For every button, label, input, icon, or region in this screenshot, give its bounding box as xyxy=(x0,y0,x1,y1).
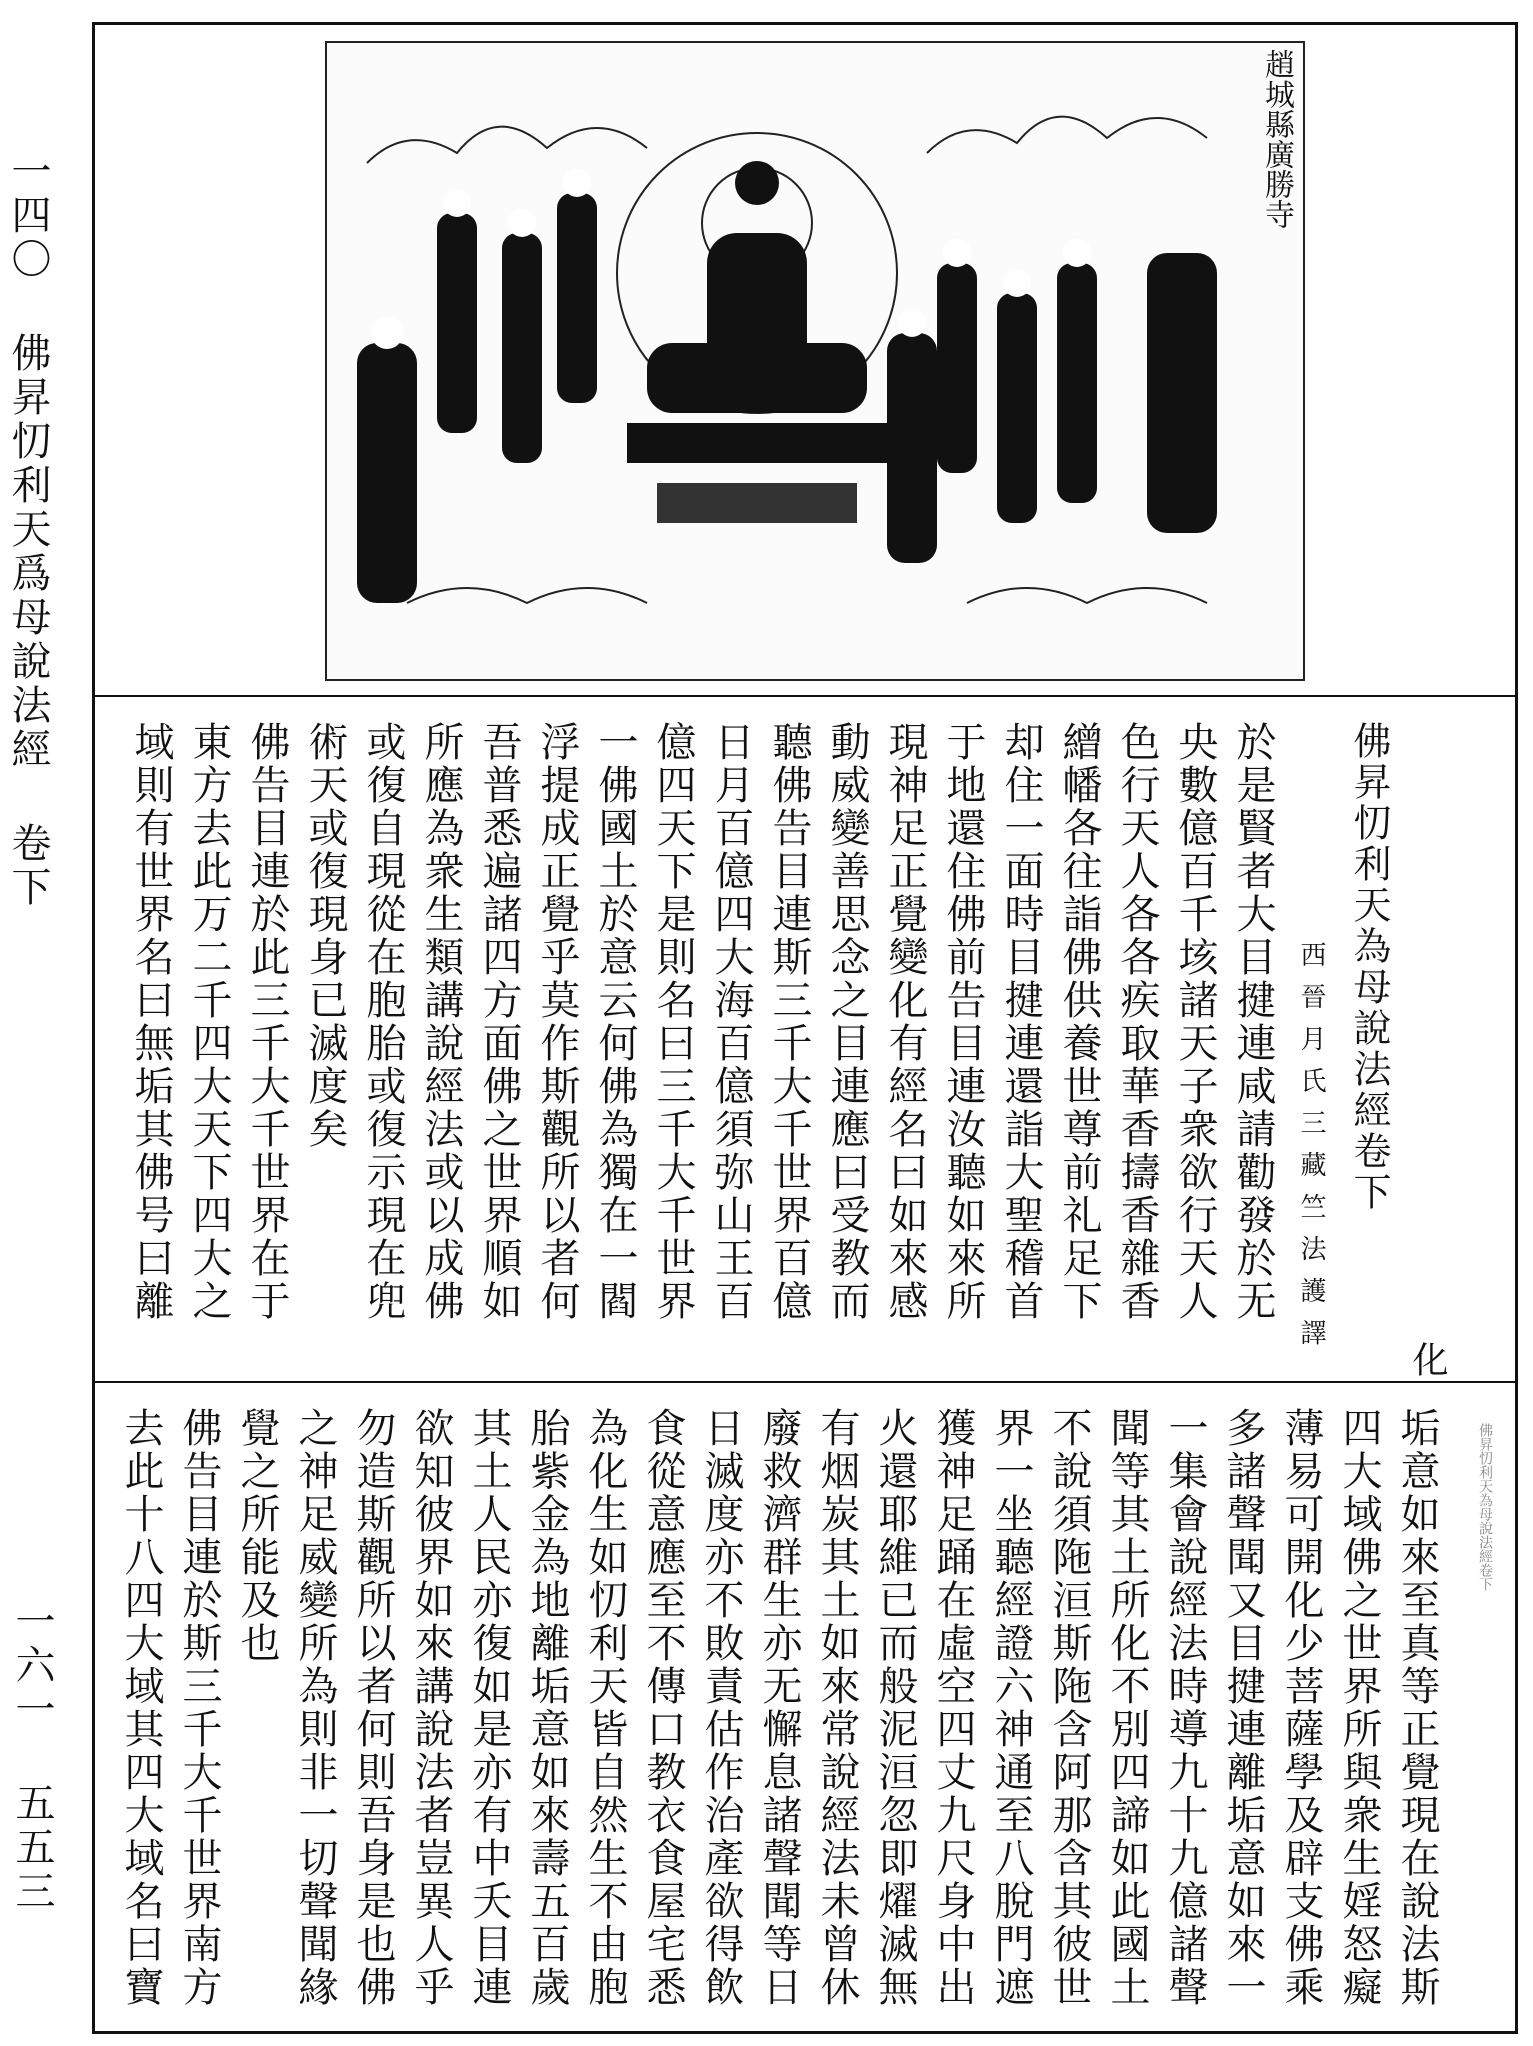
text-column: 聞等其土所化不別四諦如此國土 xyxy=(1104,1407,1150,2009)
text-column: 聽佛告目連斯三千大千世界百億 xyxy=(766,721,812,1323)
text-panel-1 xyxy=(95,697,1515,1383)
text-column: 食從意應至不傳口教衣食屋宅悉 xyxy=(640,1407,686,2009)
text-column: 浮提成正覺乎莫作斯觀所以者何 xyxy=(534,721,580,1323)
text-column: 一佛國土於意云何佛為獨在一閻 xyxy=(592,721,638,1323)
buddha-illustration xyxy=(325,41,1305,681)
text-column: 於是賢者大目揵連咸請勸發於无 xyxy=(1230,721,1276,1323)
text-column: 却住一面時目揵連還詣大聖稽首 xyxy=(998,721,1044,1323)
text-column: 垢意如來至真等正覺現在說法斯 xyxy=(1394,1407,1440,2009)
text-column: 四大域佛之世界所與衆生婬怒癡 xyxy=(1336,1407,1382,2009)
text-column: 多諸聲聞又目揵連離垢意如來一 xyxy=(1220,1407,1266,2009)
text-columns xyxy=(123,721,1455,1380)
text-column: 吾普悉遍諸四方面佛之世界順如 xyxy=(476,721,522,1323)
text-panel-2 xyxy=(95,1383,1515,2031)
text-column: 為化生如忉利天皆自然生不由胞 xyxy=(582,1407,628,2009)
text-column: 一集會說經法時導九十九億諸聲 xyxy=(1162,1407,1208,2009)
text-column: 去此十八四大域其四大域名曰寶 xyxy=(118,1407,164,2009)
text-column: 億四天下是則名曰三千大千世界 xyxy=(650,721,696,1323)
text-column: 佛告目連於此三千大千世界在于 xyxy=(244,721,290,1323)
text-column: 日滅度亦不敗責估作治產欲得飲 xyxy=(698,1407,744,2009)
text-column: 火還耶維已而般泥洹忽即燿滅無 xyxy=(872,1407,918,2009)
text-column: 術天或復現身已滅度矣 xyxy=(302,721,348,1151)
text-column: 日月百億四大海百億須弥山王百 xyxy=(708,721,754,1323)
sutra-title: 佛昇忉利天為母說法經卷下 xyxy=(1347,721,1391,1213)
page-margin xyxy=(0,0,90,2046)
text-column: 央數億百千垓諸天子衆欲行天人 xyxy=(1172,721,1218,1323)
text-column: 所應為衆生類講說經法或以成佛 xyxy=(418,721,464,1323)
chapter-mark: 化 xyxy=(1407,1341,1448,1380)
text-column: 繒幡各往詣佛供養世尊前礼足下 xyxy=(1056,721,1102,1323)
text-column: 不說須陁洹斯陁含阿那含其彼世 xyxy=(1046,1407,1092,2009)
translator-line: 西晉月氏三藏竺法護譯 xyxy=(1296,941,1326,1361)
text-column: 界一坐聽經證六神通至八脫門遮 xyxy=(988,1407,1034,2009)
text-column: 胎紫金為地離垢意如來壽五百歲 xyxy=(524,1407,570,2009)
text-column: 勿造斯觀所以者何則吾身是也佛 xyxy=(350,1407,396,2009)
illustration-panel xyxy=(95,25,1515,697)
sidebar-page-number: 一六一 五五三 xyxy=(9,1600,55,1914)
text-column: 域則有世界名曰無垢其佛号曰離 xyxy=(128,721,174,1323)
text-column: 佛告目連於斯三千大千世界南方 xyxy=(176,1407,222,2009)
margin-note: 佛昇忉利天為母說法經卷下 xyxy=(1477,1423,1493,1591)
illustration-drawing xyxy=(327,43,1305,681)
text-column: 有烟炭其土如來常說經法未曾休 xyxy=(814,1407,860,2009)
text-column: 現神足正覺變化有經名曰如來感 xyxy=(882,721,928,1323)
text-column: 其土人民亦復如是亦有中夭目連 xyxy=(466,1407,512,2009)
text-column: 欲知彼界如來講說法者豈異人乎 xyxy=(408,1407,454,2009)
text-columns xyxy=(113,1407,1445,2013)
sidebar-title: 一四〇 佛昇忉利天爲母說法經 卷下 xyxy=(5,150,51,910)
text-column: 覺之所能及也 xyxy=(234,1407,280,1665)
text-column: 色行天人各各疾取華香擣香雜香 xyxy=(1114,721,1160,1323)
text-column: 東方去此万二千四大天下四大之 xyxy=(186,721,232,1323)
text-column: 之神足威變所為則非一切聲聞緣 xyxy=(292,1407,338,2009)
text-column: 于地還住佛前告目連汝聽如來所 xyxy=(940,721,986,1323)
text-column: 廢救濟群生亦无懈息諸聲聞等日 xyxy=(756,1407,802,2009)
temple-label: 趙城縣廣勝寺 xyxy=(1259,49,1294,229)
text-column: 薄易可開化少菩薩學及辟支佛乘 xyxy=(1278,1407,1324,2009)
text-column: 或復自現從在胞胎或復示現在兜 xyxy=(360,721,406,1323)
page-frame xyxy=(92,22,1518,2034)
text-column: 獲神足踊在虛空四丈九尺身中出 xyxy=(930,1407,976,2009)
text-column: 動威變善思念之目連應曰受教而 xyxy=(824,721,870,1323)
